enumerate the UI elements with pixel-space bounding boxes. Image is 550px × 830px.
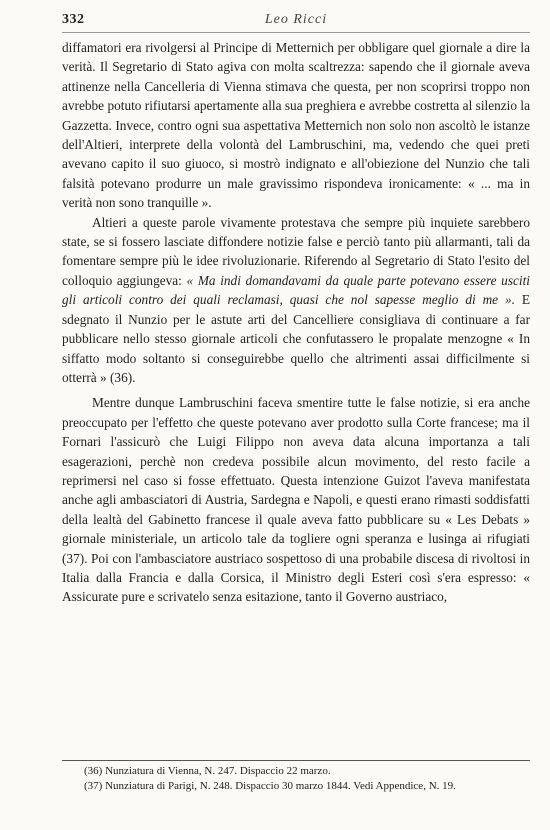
paragraph-2-end: E sdegnato il Nunzio per le astute arti del Cancelliere consigliava di continuare a far pubblicare nello stesso giornale articoli che confutassero le propalate menzogne « In siffatto modo soltanto si conseguirebbe quello che altrimenti assai difficilmente si otterrà » (36). <box>62 292 530 385</box>
footnote-36: (36) Nunziatura di Vienna, N. 247. Dispaccio 22 marzo. <box>84 765 331 777</box>
page-header <box>62 10 530 33</box>
paragraph-2-start: Altieri a queste parole vivamente protestava che sempre più inquiete sarebbero state, se si fossero lasciate diffondere notizie false e perciò tanto più allarmanti, tali da fomentare sempre più le idee rivoluzionarie. Riferendo al Segretario di Stato l'esito del colloquio aggiungeva: <box>62 214 530 288</box>
page-number: 332 <box>62 12 85 27</box>
paragraph-2 <box>62 213 530 388</box>
footnote-37: (37) Nunziatura di Parigi, N. 248. Dispaccio 30 marzo 1844. Vedi Appendice, N. 19. <box>84 780 456 792</box>
paragraph-3: Mentre dunque Lambruschini faceva smentire tutte le false notizie, si era anche preoccupato per l'effetto che queste potevano aver prodotto sulla Corte francese; ma il Fornari l'assicurò che Luigi Filippo non aveva data alcuna importanza a tali esagerazioni, perchè non credeva possibile alcun movimento, del resto facile a reprimersi nel caso si fosse effettuato. Questa intenzione Guizot l'aveva manifestata anche agli ambasciatori di Austria, Sardegna e Napoli, e questi erano rimasti soddisfatti della lealtà del Gabinetto francese il quale aveva fatto pubblicare su « Les Debats » giornale ministeriale, un articolo tale da togliere ogni speranza e lusinga ai rifugiati (37). Poi con l'ambasciatore austriaco sospettoso di una probabile discesa di rivoltosi in Italia dalla Francia e dalla Corsica, il Ministro degli Esteri così s'era espresso: « Assicurate pure e scrivatelo senza esitazione, tanto il Governo austriaco, <box>62 395 530 605</box>
body-text <box>62 38 530 607</box>
running-title: Leo Ricci <box>264 12 328 27</box>
paragraph-1: diffamatori era rivolgersi al Principe di Metternich per obbligare quel giornale a dire la verità. Il Segretario di Stato agiva con molta scaltrezza: sapendo che il giornale aveva attinenze nella Cancelleria di Vienna stimava che questa, per non scoprirsi troppo non avrebbe potuto rifiutarsi apertamente alla sua preghiera e avrebbe costretta al silenzio la Gazzetta. Invece, contro ogni sua aspettativa Metternich non solo non ascoltò le istanze dell'Altieri, interprete della volontà del Lambruschini, ma, vedendo che quei preti avevano capito il suo giuoco, si mostrò indignato e all'obiezione del Nunzio che tali falsità potevano produrre un male gravissimo rispondeva ironicamente: « ... ma in verità non sono tranquille ». <box>62 40 530 211</box>
paragraph-2-quote: « Ma indi domandavami da quale parte potevano essere usciti gli articoli contro dei quali reclamasi, quasi che nol sapesse meglio di me ». <box>62 272 530 308</box>
footnotes <box>62 760 530 794</box>
